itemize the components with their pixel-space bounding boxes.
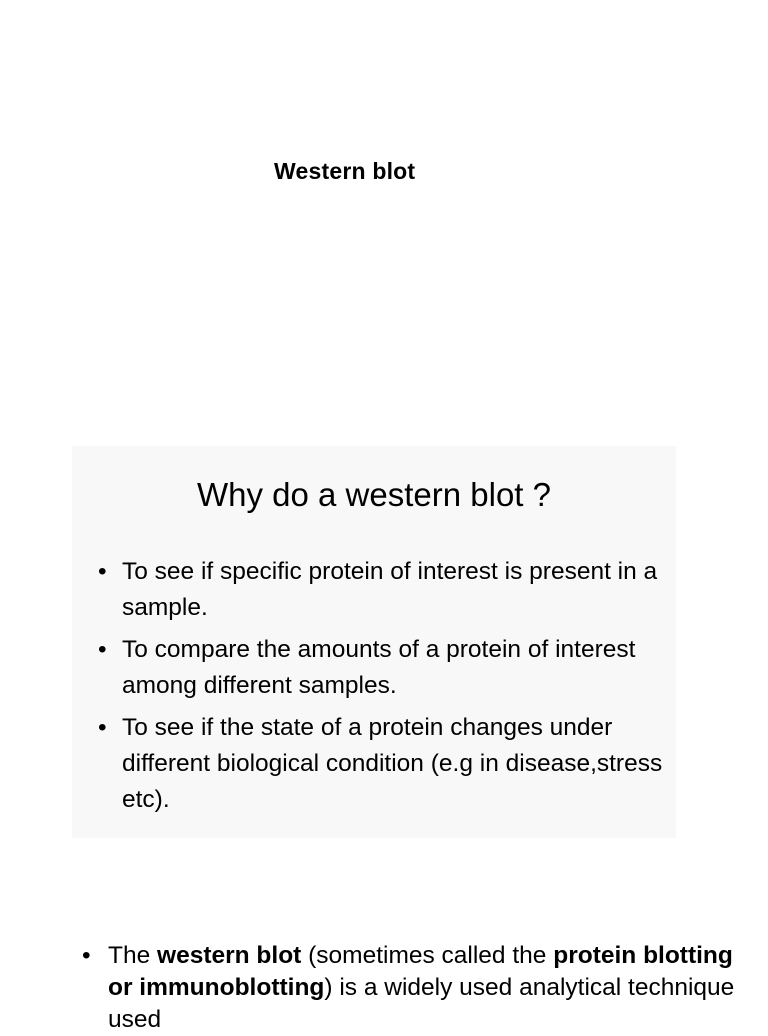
bullet-item: • To see if specific protein of interest is present in a sample. xyxy=(98,554,673,626)
intro-bold-term: protein blotting or immunoblotting xyxy=(108,942,733,1001)
bullet-item: • To see if the state of a protein changes under different biological condition (e.g in disease,stress etc). xyxy=(98,710,673,818)
intro-text: ) is a widely used analytical technique used xyxy=(108,974,735,1033)
intro-text: The xyxy=(108,942,158,969)
bullet-glyph: • xyxy=(82,942,91,969)
slide-heading: Why do a western blot ? xyxy=(196,476,551,513)
intro-paragraph xyxy=(82,940,742,1036)
slide-image xyxy=(72,446,676,838)
intro-body xyxy=(82,940,742,1036)
intro-bold-term: western blot xyxy=(157,942,302,969)
page-title: Western blot xyxy=(274,158,416,184)
intro-text: (sometimes called the xyxy=(301,942,554,969)
bullet-list xyxy=(98,554,673,824)
bullet-item: • To compare the amounts of a protein of interest among different samples. xyxy=(98,632,673,704)
